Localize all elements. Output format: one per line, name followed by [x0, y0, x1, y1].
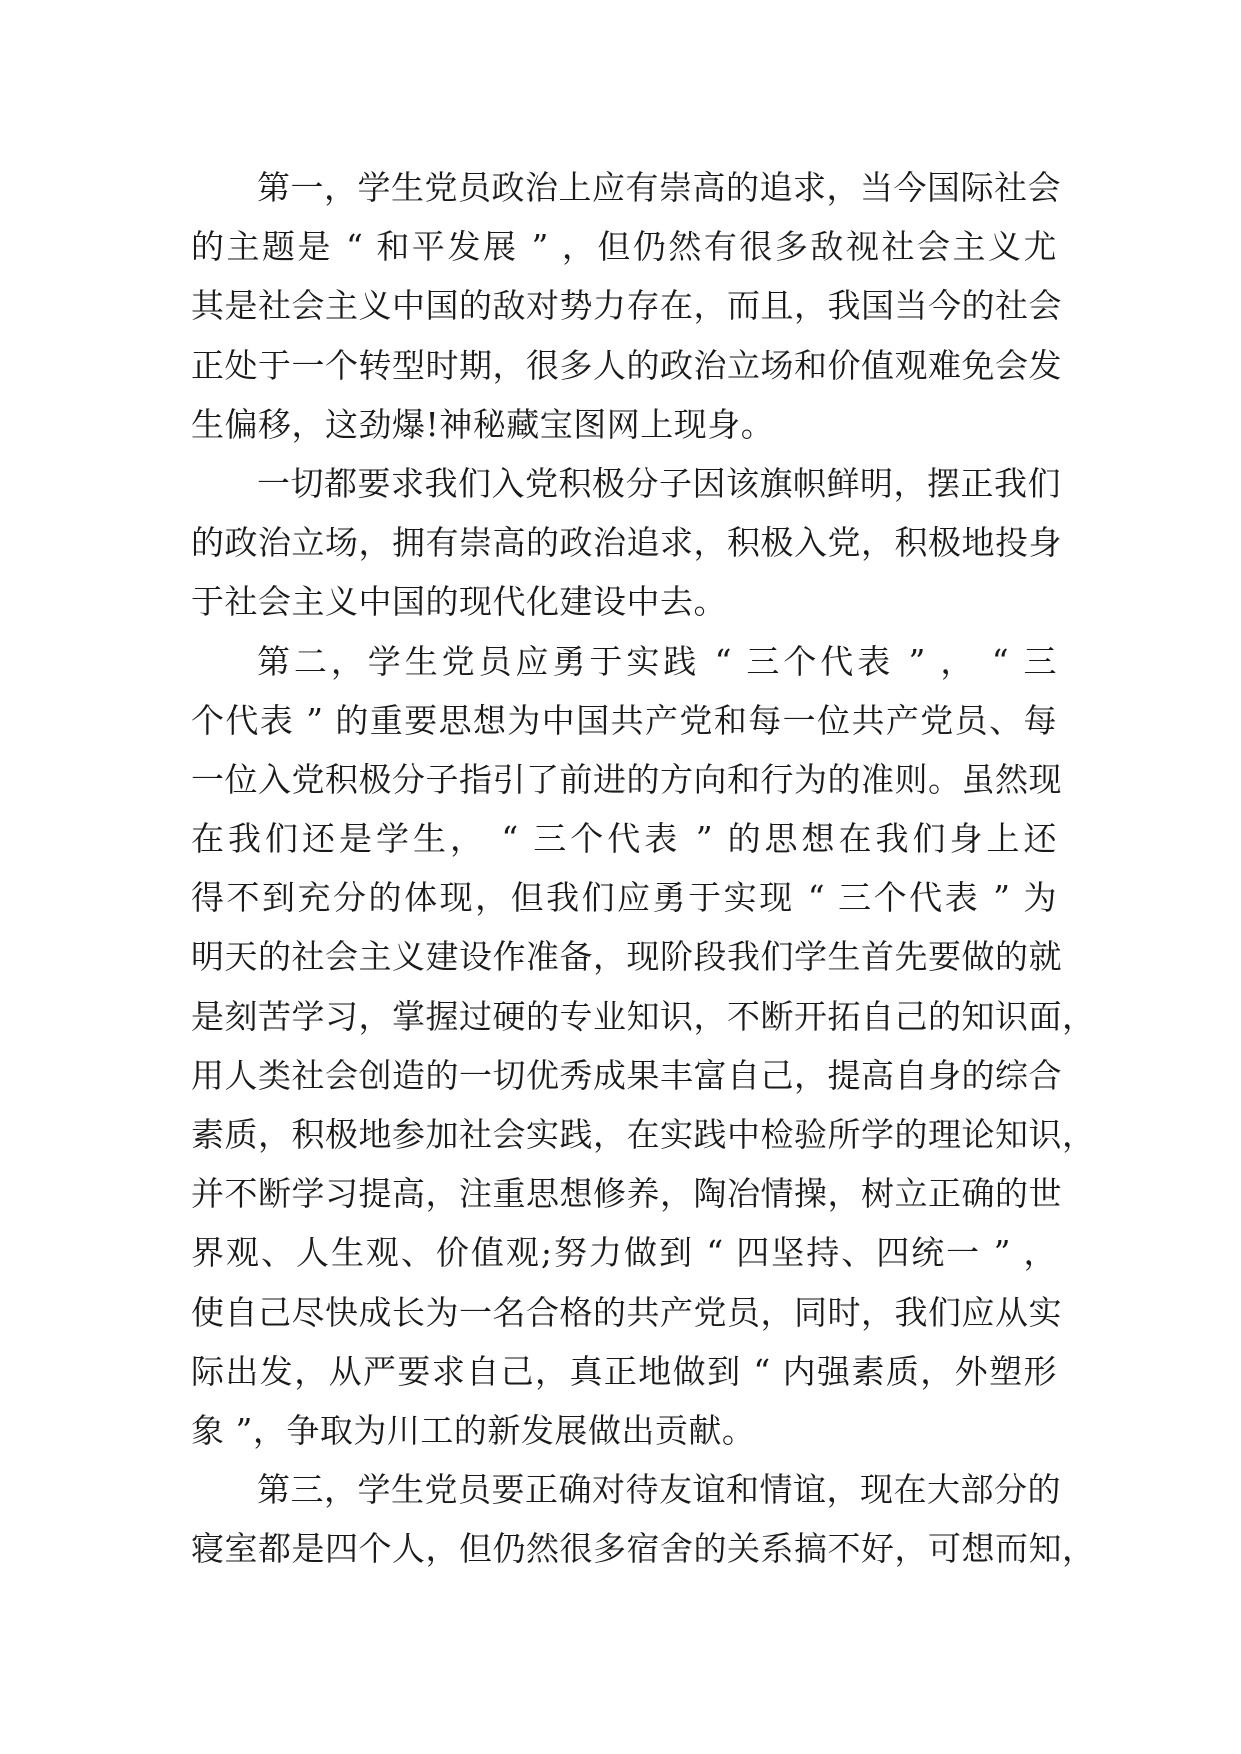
paragraph-1 — [191, 158, 1062, 454]
text-line: 其是社会主义中国的敌对势力存在，而且，我国当今的社会 — [191, 286, 1062, 326]
text-line: 一位入党积极分子指引了前进的方向和行为的准则。虽然现 — [191, 759, 1062, 799]
text-line: 得不到充分的体现，但我们应勇于实现 “ 三个代表 ” 为 — [191, 878, 1057, 918]
paragraph-3 — [191, 632, 1096, 1461]
text-line: 生偏移，这劲爆!神秘藏宝图网上现身。 — [191, 404, 775, 444]
text-line: 第二，学生党员应勇于实践 “ 三个代表 ” ， “ 三 — [257, 641, 1057, 681]
text-line: 界观、人生观、价值观;努力做到 “ 四坚持、四统一 ” ， — [191, 1233, 1057, 1273]
text-line: 第三，学生党员要正确对待友谊和情谊，现在大部分的 — [257, 1470, 1061, 1510]
text-line: 的政治立场，拥有崇高的政治追求，积极入党，积极地投身 — [191, 523, 1062, 563]
text-line: 素质，积极地参加社会实践，在实践中检验所学的理论知识， — [191, 1115, 1096, 1154]
text-line: 第一，学生党员政治上应有崇高的追求，当今国际社会 — [257, 168, 1061, 207]
text-line: 在我们还是学生， “ 三个代表 ” 的思想在我们身上还 — [191, 819, 1057, 859]
text-line: 使自己尽快成长为一名合格的共产党员，同时，我们应从实 — [191, 1292, 1062, 1332]
text-line: 际出发，从严要求自己，真正地做到 “ 内强素质，外塑形 — [191, 1351, 1057, 1391]
text-line: 是刻苦学习，掌握过硬的专业知识，不断开拓自己的知识面， — [191, 996, 1096, 1036]
text-line: 个代表 ” 的重要思想为中国共产党和每一位共产党员、每 — [191, 700, 1057, 740]
text-line: 明天的社会主义建设作准备，现阶段我们学生首先要做的就 — [191, 937, 1062, 977]
paragraph-4 — [191, 1460, 1096, 1578]
text-line: 于社会主义中国的现代化建设中去。 — [191, 582, 727, 622]
text-line: 并不断学习提高，注重思想修养，陶冶情操，树立正确的世 — [191, 1174, 1062, 1214]
document-body — [191, 158, 1096, 1579]
text-line: 用人类社会创造的一切优秀成果丰富自己，提高自身的综合 — [191, 1055, 1062, 1095]
paragraph-2 — [191, 454, 1062, 632]
text-line: 正处于一个转型时期，很多人的政治立场和价值观难免会发 — [191, 345, 1062, 385]
text-line: 象 ”，争取为川工的新发展做出贡献。 — [191, 1410, 756, 1450]
text-line: 一切都要求我们入党积极分子因该旗帜鲜明，摆正我们 — [257, 463, 1061, 503]
text-line: 寝室都是四个人，但仍然很多宿舍的关系搞不好，可想而知， — [191, 1529, 1096, 1569]
text-line: 的主题是 “ 和平发展 ” ，但仍然有很多敌视社会主义尤 — [191, 227, 1057, 267]
